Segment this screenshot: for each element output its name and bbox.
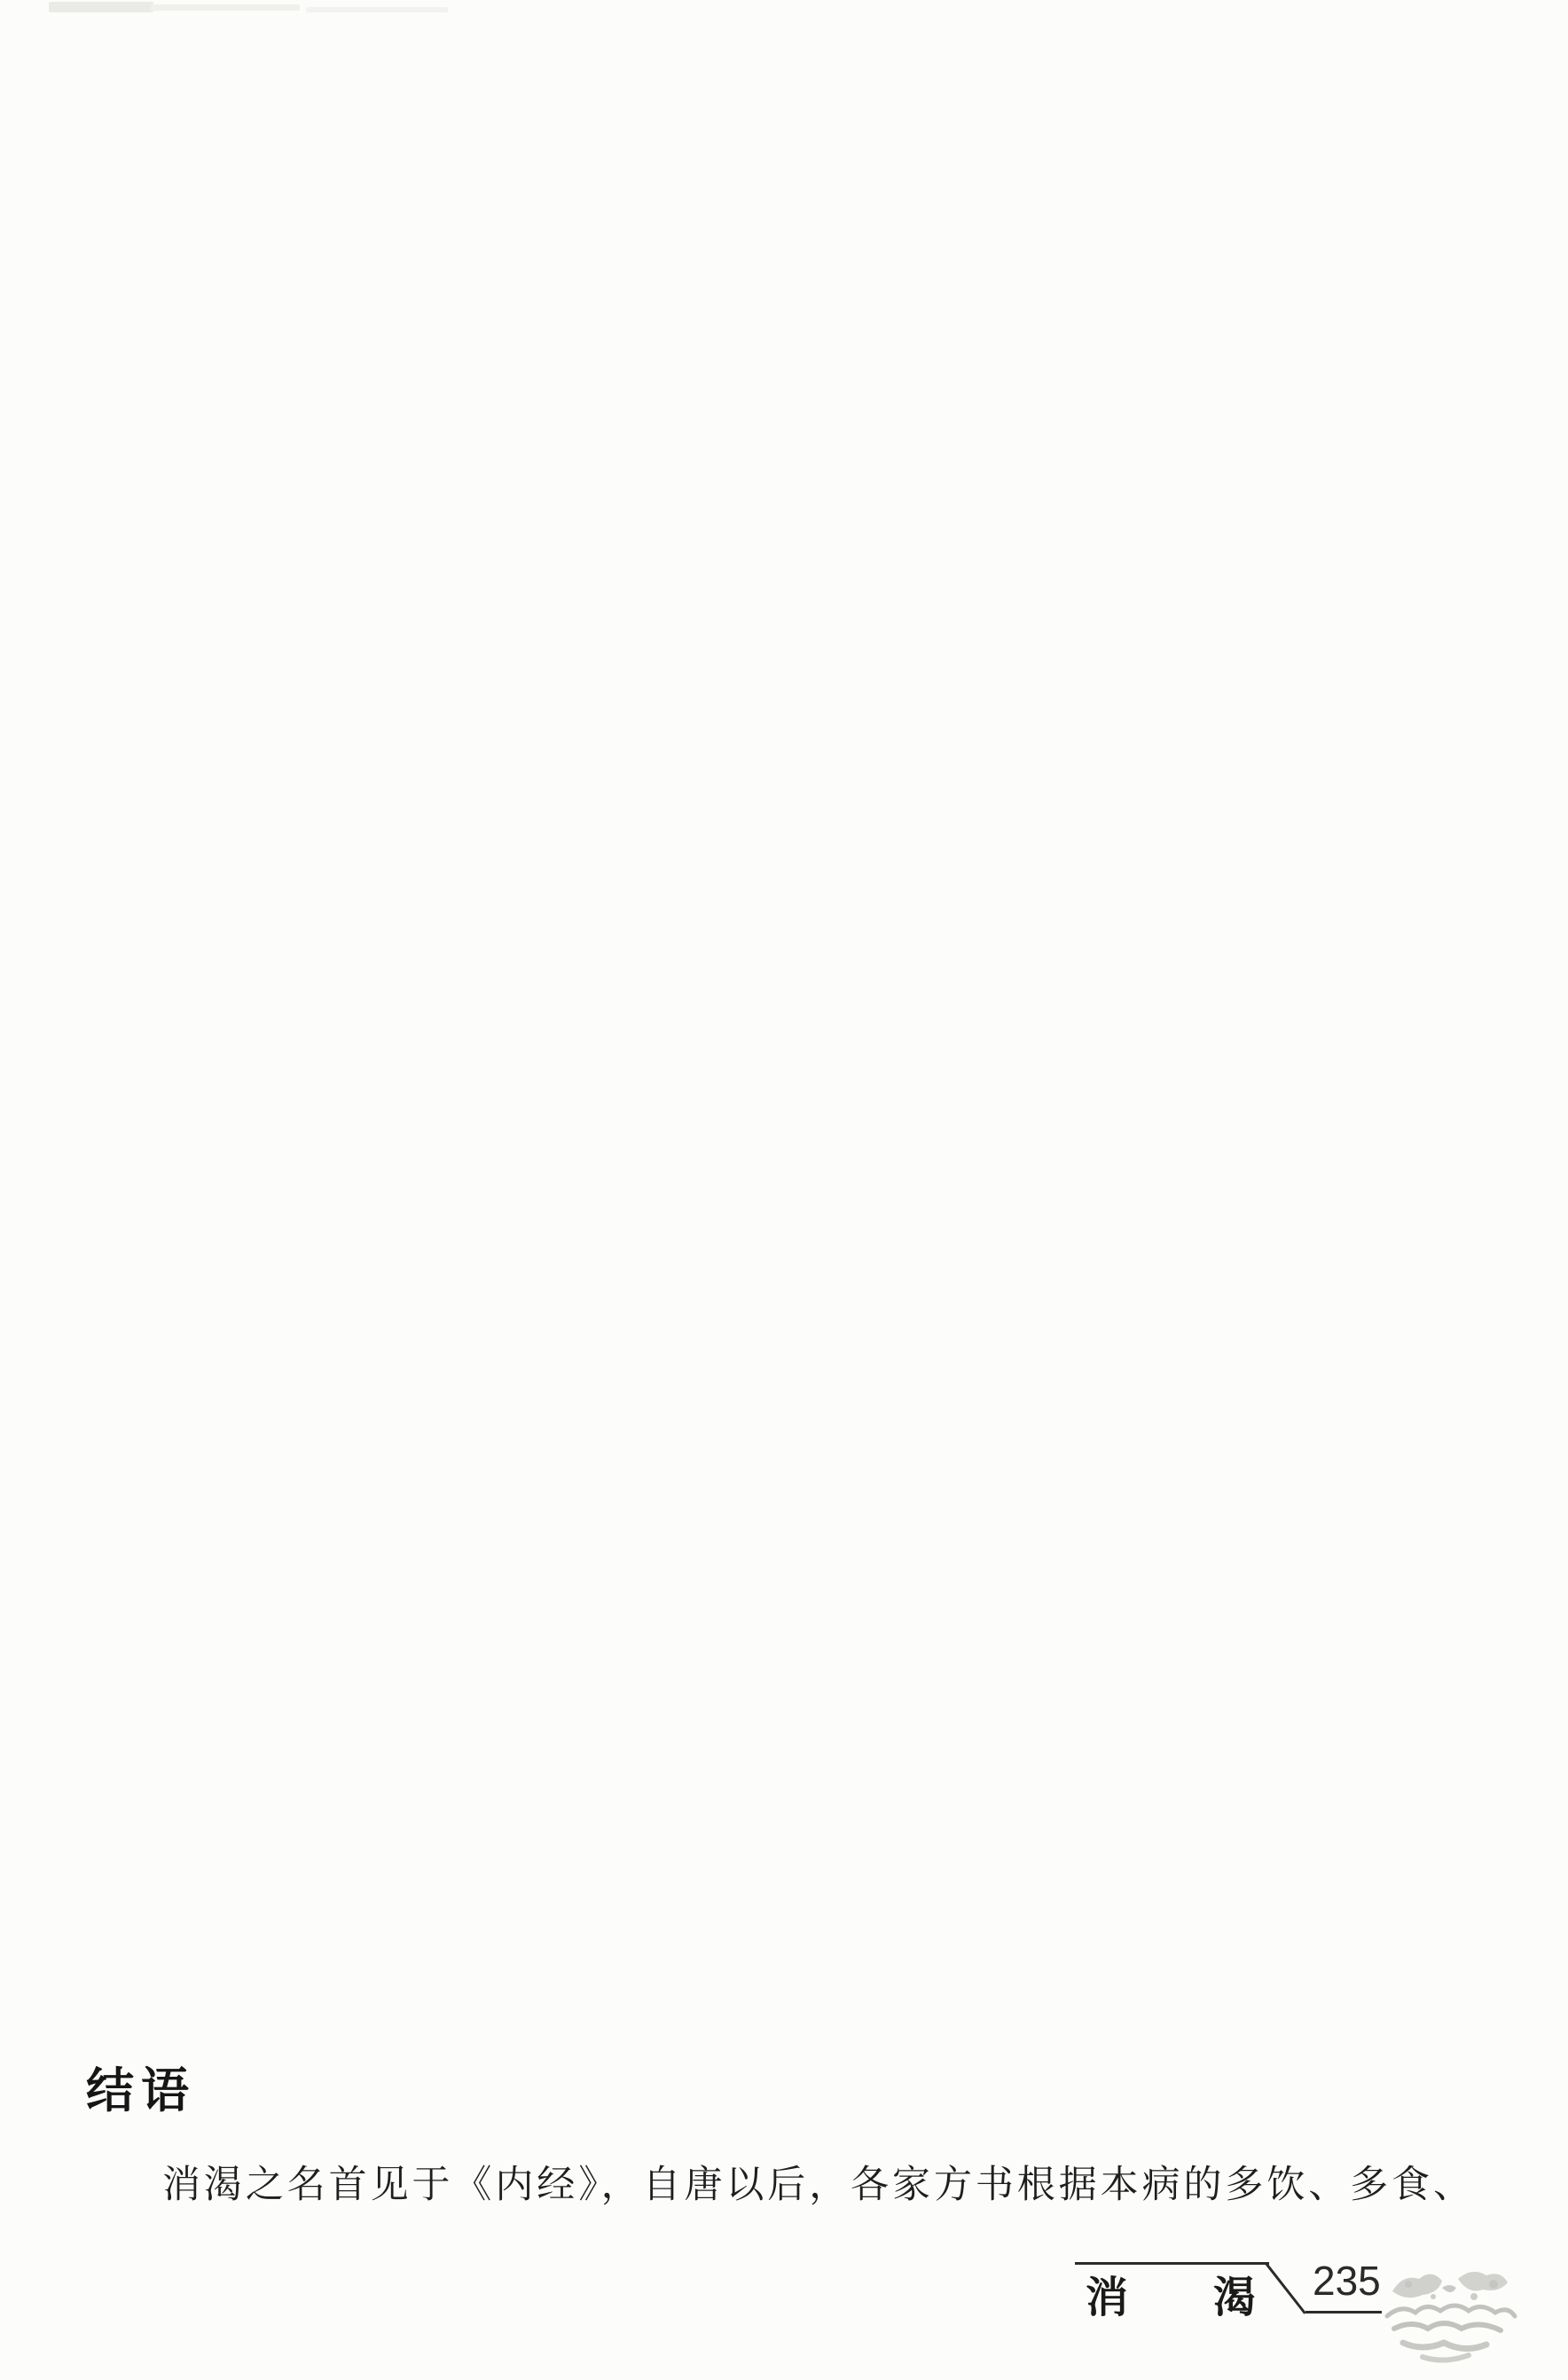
scan-artifact xyxy=(49,2,153,12)
text-line xyxy=(86,999,1472,1057)
text-line xyxy=(86,192,1472,250)
text-line xyxy=(86,711,1472,769)
footer-page-number: 235 xyxy=(1313,2258,1381,2304)
body-text-block xyxy=(86,192,1472,2037)
text-line xyxy=(86,1288,1472,1345)
text-line xyxy=(86,1749,1472,1806)
scan-artifact xyxy=(306,7,448,12)
text-line xyxy=(86,884,1472,942)
text-line xyxy=(86,1979,1472,2037)
text-line xyxy=(86,308,1472,365)
text-line xyxy=(86,423,1472,481)
text-line xyxy=(86,365,1472,423)
section-heading: 结语 xyxy=(86,2064,196,2118)
text-line xyxy=(86,1633,1472,1691)
text-line: 消渴之名首见于《内经》，自唐以后，各家方书根据本病的多饮、多食、 xyxy=(162,2165,1472,2206)
text-line xyxy=(86,1518,1472,1576)
footer-rule-horizontal xyxy=(1075,2262,1269,2265)
scan-artifact xyxy=(151,4,300,11)
text-line xyxy=(86,1806,1472,1864)
footer-chapter-title: 消 渴 xyxy=(1086,2274,1257,2321)
text-line xyxy=(86,1576,1472,1633)
text-line xyxy=(86,826,1472,884)
text-line xyxy=(86,1460,1472,1518)
publisher-stamp-image xyxy=(1376,2258,1522,2366)
text-line xyxy=(86,769,1472,826)
footer-rule-diagonal xyxy=(1266,2263,1306,2314)
text-line xyxy=(86,538,1472,596)
text-line xyxy=(86,1172,1472,1230)
text-line xyxy=(86,481,1472,538)
text-line xyxy=(86,1057,1472,1115)
text-line xyxy=(86,942,1472,999)
text-line xyxy=(86,1345,1472,1403)
footer-rule-lower xyxy=(1305,2311,1382,2313)
text-line xyxy=(86,1115,1472,1172)
text-line xyxy=(86,1403,1472,1460)
text-line xyxy=(86,1230,1472,1288)
text-line xyxy=(86,1922,1472,1979)
text-line xyxy=(86,1864,1472,1922)
text-line xyxy=(86,596,1472,654)
text-line xyxy=(86,654,1472,711)
closing-paragraph xyxy=(86,2157,1472,2214)
text-line xyxy=(86,250,1472,308)
text-line xyxy=(86,1691,1472,1749)
